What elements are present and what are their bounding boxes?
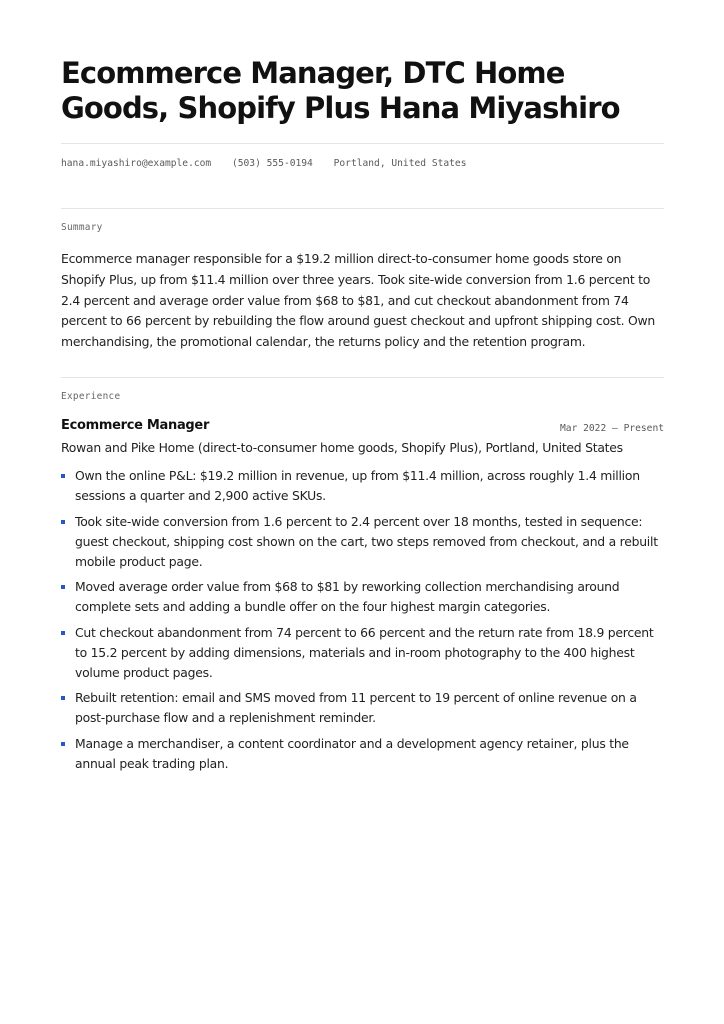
contact-divider [61,208,664,209]
role-title: Ecommerce Manager [61,418,210,433]
role-company: Rowan and Pike Home (direct-to-consumer home goods, Shopify Plus), Portland, United States [61,440,623,455]
summary-divider [61,377,664,378]
bullet-square-icon [61,474,65,478]
contact-line [61,158,481,169]
role-bullet-list [61,466,664,779]
bullet-text: Took site-wide conversion from 1.6 percent to 2.4 percent over 18 months, tested in sequence: guest checkout, shipping cost shown on the cart, two steps removed from checkout, and a rebuilt mobile product page. [75,513,658,569]
page-title: Ecommerce Manager, DTC Home Goods, Shopify Plus Hana Miyashiro [61,56,620,125]
summary-section-label: Summary [61,222,103,233]
list-item [61,734,664,774]
list-item [61,688,664,728]
list-item [61,577,664,617]
header-divider [61,143,664,144]
bullet-text: Own the online P&L: $19.2 million in revenue, up from $11.4 million, across roughly 1.4 million sessions a quarter and 2,900 active SKUs. [75,468,640,503]
role-dates: Mar 2022 — Present [560,423,664,434]
experience-section-label: Experience [61,391,121,402]
bullet-text: Manage a merchandiser, a content coordinator and a development agency retainer, plus the annual peak trading plan. [75,735,629,771]
summary-text: Ecommerce manager responsible for a $19.2 million direct-to-consumer home goods store on Shopify Plus, up from $11.4 million over three years. Took site-wide conversion from 1.6 percent to 2.4 percent and average order value from $68 to $81, and cut checkout abandonment from 74 percent to 66 percent by rebuilding the flow around guest checkout and upfront shipping cost. Own merchandising, the promotional calendar, the returns policy and the retention program. [61,251,655,350]
contact-phone[interactable]: (503) 555-0194 [231,158,313,169]
bullet-square-icon [61,631,65,635]
list-item [61,466,664,506]
bullet-text: Rebuilt retention: email and SMS moved from 11 percent to 19 percent of online revenue on a post-purchase flow and a replenishment reminder. [75,690,637,725]
list-item [61,512,664,572]
bullet-square-icon [61,696,65,700]
bullet-text: Cut checkout abandonment from 74 percent to 66 percent and the return rate from 18.9 percent to 15.2 percent by adding dimensions, materials and in-room photography to the 400 highest volume product pages. [75,624,654,680]
bullet-square-icon [61,520,65,524]
list-item [61,623,664,683]
bullet-text: Moved average order value from $68 to $81 by reworking collection merchandising around complete sets and adding a bundle offer on the four highest margin categories. [75,579,620,614]
bullet-square-icon [61,742,65,746]
contact-location: Portland, United States [333,158,467,169]
contact-email[interactable]: hana.miyashiro@example.com [61,158,212,169]
bullet-square-icon [61,585,65,589]
